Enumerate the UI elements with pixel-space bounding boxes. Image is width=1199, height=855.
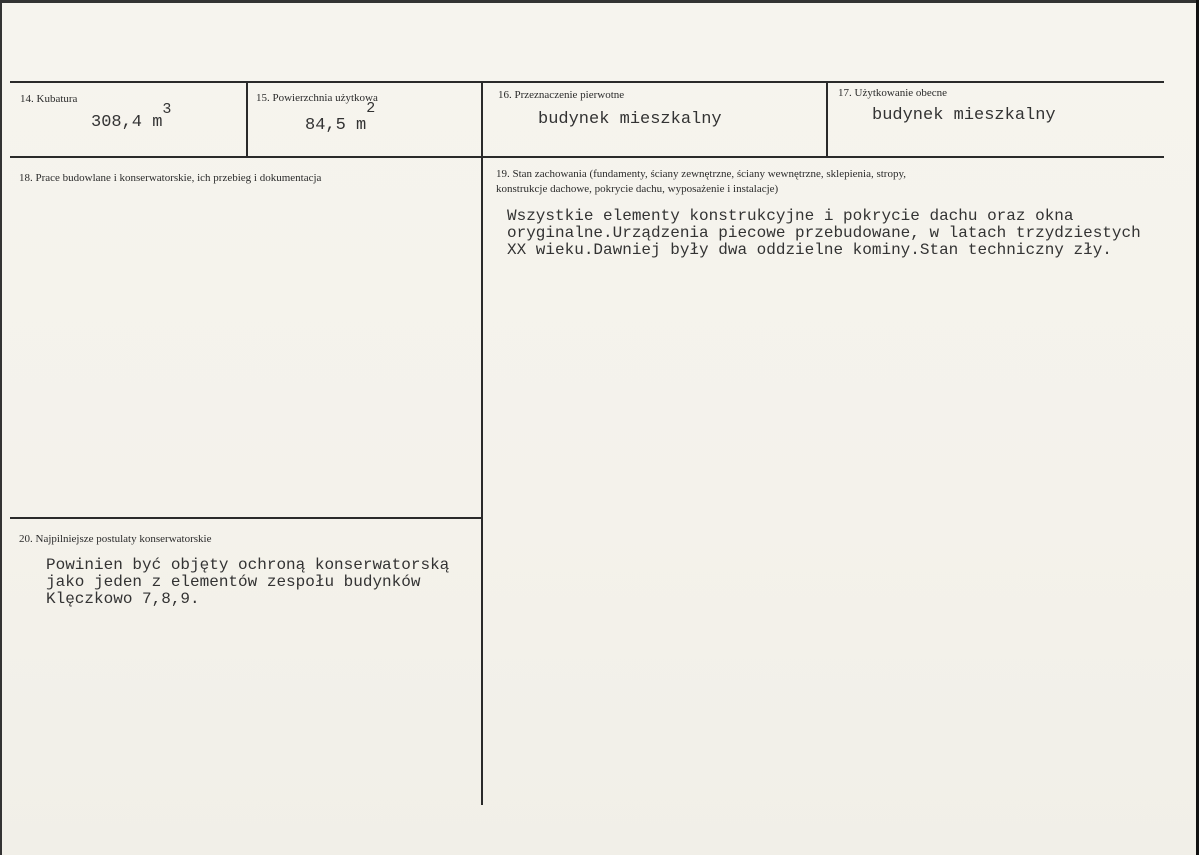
field-16-value: budynek mieszkalny xyxy=(538,110,722,129)
field-16-label: 16. Przeznaczenie pierwotne xyxy=(498,89,625,101)
field-18-label: 18. Prace budowlane i konserwatorskie, ich przebieg i dokumentacja xyxy=(19,172,322,184)
field-20-text-line: Powinien być objęty ochroną konserwatorską xyxy=(46,556,450,574)
field-19-text xyxy=(507,208,1141,259)
field-14-number: 308,4 m xyxy=(91,113,163,132)
field-20-label: 20. Najpilniejsze postulaty konserwatorskie xyxy=(19,533,212,545)
field-19-text-line: XX wieku.Dawniej były dwa oddzielne kominy.Stan techniczny zły. xyxy=(507,241,1112,259)
grid-divider-14-15 xyxy=(246,81,248,158)
field-14-exponent: 3 xyxy=(162,101,172,118)
field-19-text-line: oryginalne.Urządzenia piecowe przebudowane, w latach trzydziestych xyxy=(507,224,1141,242)
field-15-value xyxy=(305,100,376,135)
field-17-label: 17. Użytkowanie obecne xyxy=(838,87,948,99)
field-19-label-line-2: konstrukcje dachowe, pokrycie dachu, wyposażenie i instalacje) xyxy=(496,183,779,195)
grid-line-top xyxy=(10,81,1164,83)
card-edge-top xyxy=(0,0,1199,3)
field-15-number: 84,5 m xyxy=(305,116,367,135)
field-20-text-line: Klęczkowo 7,8,9. xyxy=(46,590,200,608)
field-15-label: 15. Powierzchnia użytkowa xyxy=(256,92,378,104)
grid-divider-center xyxy=(481,81,483,805)
field-20-text-line: jako jeden z elementów zespołu budynków xyxy=(46,573,421,591)
field-20-text xyxy=(46,557,449,608)
field-14-value xyxy=(91,101,172,132)
field-17-value: budynek mieszkalny xyxy=(872,106,1056,125)
grid-line-mid-left xyxy=(10,517,482,519)
field-14-label: 14. Kubatura xyxy=(20,93,78,105)
card-edge-left xyxy=(0,0,2,855)
field-19-text-line: Wszystkie elementy konstrukcyjne i pokrycie dachu oraz okna xyxy=(507,207,1074,225)
grid-line-upper xyxy=(10,156,1164,158)
field-19-label-line-1: 19. Stan zachowania (fundamenty, ściany zewnętrzne, ściany wewnętrzne, sklepienia, stropy, xyxy=(496,168,907,180)
grid-divider-16-17 xyxy=(826,81,828,158)
field-15-exponent: 2 xyxy=(366,100,376,117)
